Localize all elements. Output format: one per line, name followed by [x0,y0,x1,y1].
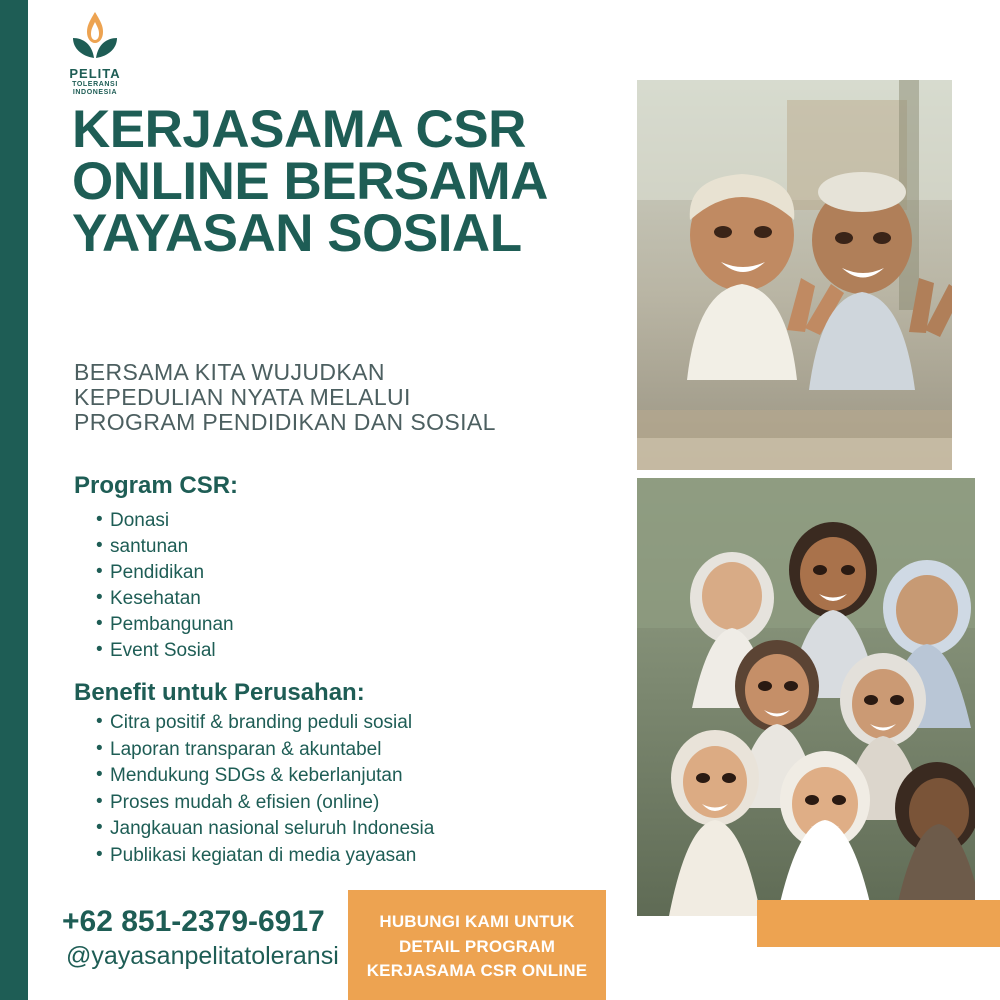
flame-leaf-logo-icon [67,8,123,64]
list-item: • Publikasi kegiatan di media yayasan [96,843,434,870]
list-item: • Jangkauan nasional seluruh Indonesia [96,816,434,843]
list-item: • Proses mudah & efisien (online) [96,790,434,817]
program-section-title: Program CSR: [74,472,239,499]
phone-number[interactable]: +62 851-2379-6917 [62,905,325,938]
headline: KERJASAMA CSR ONLINE BERSAMA YAYASAN SOSIAL [72,100,546,263]
left-accent-bar [0,0,28,1000]
two-smiling-boys-photo [637,80,952,470]
list-item: • Pendidikan [96,560,234,586]
list-item: • santunan [96,534,234,560]
brand-name: PELITA [69,66,121,81]
list-item: • Pembangunan [96,612,234,638]
cta-line-3: KERJASAMA CSR ONLINE [366,961,588,981]
cta-line-2: DETAIL PROGRAM [398,936,556,956]
list-item: • Laporan transparan & akuntabel [96,737,434,764]
cta-line-1: HUBUNGI KAMI UNTUK [379,912,575,931]
list-item: • Donasi [96,508,234,534]
benefit-section-title: Benefit untuk Perusahan: [74,679,365,706]
list-item: • Mendukung SDGs & keberlanjutan [96,763,434,790]
program-list [74,508,234,664]
list-item: • Kesehatan [96,586,234,612]
list-item: • Citra positif & branding peduli sosial [96,710,434,737]
group-of-smiling-children-photo [637,478,975,916]
list-item: • Event Sosial [96,638,234,664]
brand-tagline-line3: INDONESIA [72,89,118,97]
orange-accent-block [757,900,1000,947]
subheadline: BERSAMA KITA WUJUDKAN KEPEDULIAN NYATA MELALUI PROGRAM PENDIDIKAN DAN SOSIAL [74,359,496,435]
brand-logo [55,8,135,98]
benefit-list [74,710,434,869]
social-handle[interactable]: @yayasanpelitatoleransi [66,942,339,970]
cta-box[interactable] [348,890,606,1000]
brand-tagline-line2: TOLERANSI [72,81,118,88]
